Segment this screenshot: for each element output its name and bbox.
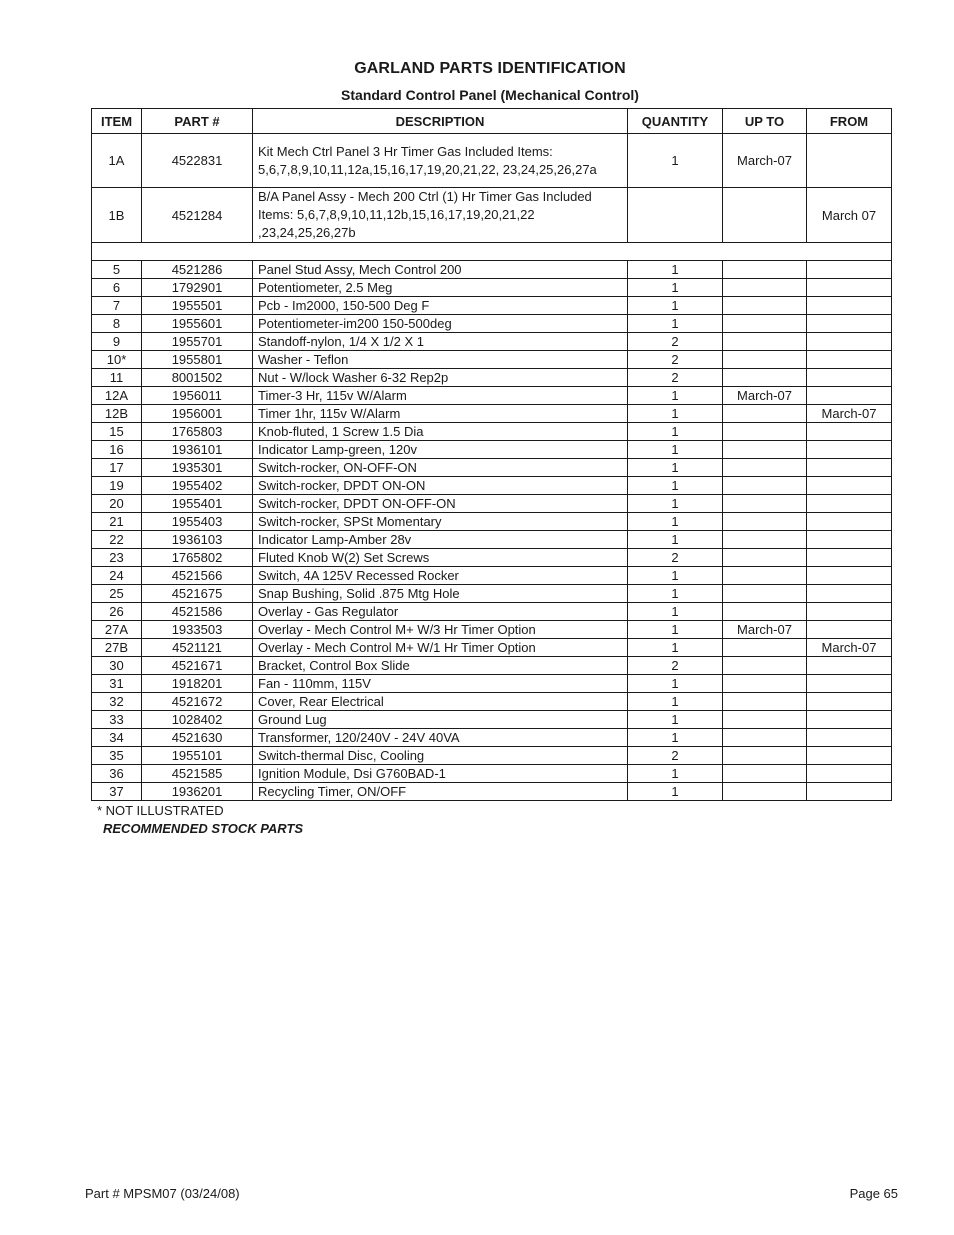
cell-from xyxy=(807,387,892,405)
cell-description: Fan - 110mm, 115V xyxy=(253,675,628,693)
cell-up-to xyxy=(723,549,807,567)
cell-quantity: 1 xyxy=(628,711,723,729)
cell-description: Switch-thermal Disc, Cooling xyxy=(253,747,628,765)
table-row xyxy=(92,567,892,585)
cell-description: Switch, 4A 125V Recessed Rocker xyxy=(253,567,628,585)
table-row xyxy=(92,261,892,279)
cell-quantity: 1 xyxy=(628,585,723,603)
cell-item: 36 xyxy=(92,765,142,783)
cell-quantity: 1 xyxy=(628,675,723,693)
cell-item: 15 xyxy=(92,423,142,441)
cell-up-to xyxy=(723,675,807,693)
cell-part: 1955402 xyxy=(142,477,253,495)
col-header-from: FROM xyxy=(807,109,892,134)
cell-from xyxy=(807,765,892,783)
cell-item: 20 xyxy=(92,495,142,513)
cell-up-to xyxy=(723,315,807,333)
cell-quantity: 1 xyxy=(628,405,723,423)
cell-item: 34 xyxy=(92,729,142,747)
cell-from xyxy=(807,783,892,801)
cell-from: March-07 xyxy=(807,639,892,657)
cell-from xyxy=(807,315,892,333)
cell-from xyxy=(807,585,892,603)
cell-item: 16 xyxy=(92,441,142,459)
cell-item: 23 xyxy=(92,549,142,567)
cell-part: 1936101 xyxy=(142,441,253,459)
cell-description: Standoff-nylon, 1/4 X 1/2 X 1 xyxy=(253,333,628,351)
cell-quantity: 1 xyxy=(628,567,723,585)
table-row xyxy=(92,531,892,549)
cell-part: 1765802 xyxy=(142,549,253,567)
table-row xyxy=(92,188,892,243)
table-row xyxy=(92,279,892,297)
cell-quantity xyxy=(628,188,723,243)
cell-part: 1955401 xyxy=(142,495,253,513)
table-header-row xyxy=(92,109,892,134)
cell-up-to xyxy=(723,279,807,297)
cell-up-to xyxy=(723,477,807,495)
cell-from xyxy=(807,549,892,567)
cell-from xyxy=(807,567,892,585)
cell-quantity: 1 xyxy=(628,729,723,747)
cell-up-to xyxy=(723,441,807,459)
recommended-stock-note: RECOMMENDED STOCK PARTS xyxy=(103,821,304,836)
cell-up-to xyxy=(723,423,807,441)
cell-quantity: 1 xyxy=(628,134,723,188)
footer-part-number: Part # MPSM07 (03/24/08) xyxy=(85,1186,240,1201)
table-row xyxy=(92,351,892,369)
cell-item: 21 xyxy=(92,513,142,531)
cell-description: Overlay - Mech Control M+ W/3 Hr Timer Option xyxy=(253,621,628,639)
table-row xyxy=(92,693,892,711)
cell-quantity: 1 xyxy=(628,513,723,531)
cell-description: Potentiometer, 2.5 Meg xyxy=(253,279,628,297)
cell-from xyxy=(807,351,892,369)
cell-item: 26 xyxy=(92,603,142,621)
cell-part: 4521671 xyxy=(142,657,253,675)
table-row xyxy=(92,387,892,405)
cell-part: 1956001 xyxy=(142,405,253,423)
cell-quantity: 1 xyxy=(628,639,723,657)
cell-part: 1936103 xyxy=(142,531,253,549)
cell-part: 4521675 xyxy=(142,585,253,603)
cell-quantity: 1 xyxy=(628,315,723,333)
col-header-description: DESCRIPTION xyxy=(253,109,628,134)
cell-item: 17 xyxy=(92,459,142,477)
cell-description: Nut - W/lock Washer 6-32 Rep2p xyxy=(253,369,628,387)
cell-up-to xyxy=(723,639,807,657)
cell-description: Fluted Knob W(2) Set Screws xyxy=(253,549,628,567)
cell-part: 1765803 xyxy=(142,423,253,441)
table-row xyxy=(92,729,892,747)
cell-up-to xyxy=(723,747,807,765)
table-row xyxy=(92,783,892,801)
cell-from xyxy=(807,693,892,711)
cell-up-to xyxy=(723,261,807,279)
cell-up-to xyxy=(723,513,807,531)
cell-from xyxy=(807,657,892,675)
cell-description: Switch-rocker, ON-OFF-ON xyxy=(253,459,628,477)
cell-part: 4521672 xyxy=(142,693,253,711)
cell-part: 4521121 xyxy=(142,639,253,657)
cell-description: Indicator Lamp-Amber 28v xyxy=(253,531,628,549)
cell-from xyxy=(807,747,892,765)
cell-quantity: 1 xyxy=(628,387,723,405)
cell-description: Bracket, Control Box Slide xyxy=(253,657,628,675)
cell-quantity: 1 xyxy=(628,603,723,621)
cell-up-to xyxy=(723,333,807,351)
cell-quantity: 2 xyxy=(628,549,723,567)
table-row xyxy=(92,639,892,657)
cell-description: Overlay - Mech Control M+ W/1 Hr Timer Option xyxy=(253,639,628,657)
cell-quantity: 1 xyxy=(628,495,723,513)
cell-description: Ground Lug xyxy=(253,711,628,729)
cell-item: 6 xyxy=(92,279,142,297)
table-row xyxy=(92,675,892,693)
cell-from xyxy=(807,134,892,188)
cell-quantity: 1 xyxy=(628,261,723,279)
cell-description: Timer-3 Hr, 115v W/Alarm xyxy=(253,387,628,405)
blank-separator-row xyxy=(92,243,892,261)
table-row xyxy=(92,477,892,495)
cell-from xyxy=(807,531,892,549)
table-row xyxy=(92,657,892,675)
cell-item: 9 xyxy=(92,333,142,351)
table-row xyxy=(92,603,892,621)
cell-part: 1955403 xyxy=(142,513,253,531)
page-title: GARLAND PARTS IDENTIFICATION xyxy=(354,60,626,77)
cell-part: 4521286 xyxy=(142,261,253,279)
table-row xyxy=(92,297,892,315)
cell-part: 1935301 xyxy=(142,459,253,477)
cell-quantity: 1 xyxy=(628,297,723,315)
table-row xyxy=(92,369,892,387)
cell-part: 1956011 xyxy=(142,387,253,405)
cell-part: 1955601 xyxy=(142,315,253,333)
cell-description: Knob-fluted, 1 Screw 1.5 Dia xyxy=(253,423,628,441)
table-row xyxy=(92,585,892,603)
cell-up-to xyxy=(723,369,807,387)
not-illustrated-note: * NOT ILLUSTRATED xyxy=(97,803,224,818)
cell-from xyxy=(807,729,892,747)
table-row xyxy=(92,423,892,441)
cell-description: Timer 1hr, 115v W/Alarm xyxy=(253,405,628,423)
cell-item: 7 xyxy=(92,297,142,315)
cell-from xyxy=(807,675,892,693)
cell-quantity: 1 xyxy=(628,459,723,477)
cell-description: Overlay - Gas Regulator xyxy=(253,603,628,621)
table-row xyxy=(92,495,892,513)
cell-up-to: March-07 xyxy=(723,134,807,188)
cell-part: 4521566 xyxy=(142,567,253,585)
table-subtitle: Standard Control Panel (Mechanical Control) xyxy=(341,87,639,103)
cell-description: Kit Mech Ctrl Panel 3 Hr Timer Gas Included Items: 5,6,7,8,9,10,11,12a,15,16,17,19,20,21,22, 23,24,25,26,27a xyxy=(253,134,628,188)
cell-up-to xyxy=(723,783,807,801)
cell-from: March-07 xyxy=(807,405,892,423)
cell-item: 35 xyxy=(92,747,142,765)
cell-quantity: 1 xyxy=(628,279,723,297)
parts-table xyxy=(91,108,892,801)
cell-description: Cover, Rear Electrical xyxy=(253,693,628,711)
cell-part: 8001502 xyxy=(142,369,253,387)
cell-description: Potentiometer-im200 150-500deg xyxy=(253,315,628,333)
cell-up-to xyxy=(723,297,807,315)
cell-quantity: 1 xyxy=(628,477,723,495)
cell-item: 12A xyxy=(92,387,142,405)
cell-item: 5 xyxy=(92,261,142,279)
cell-item: 1B xyxy=(92,188,142,243)
cell-quantity: 1 xyxy=(628,441,723,459)
cell-part: 1936201 xyxy=(142,783,253,801)
table-row xyxy=(92,747,892,765)
cell-up-to xyxy=(723,585,807,603)
cell-part: 1792901 xyxy=(142,279,253,297)
cell-item: 27A xyxy=(92,621,142,639)
cell-item: 31 xyxy=(92,675,142,693)
table-row xyxy=(92,549,892,567)
cell-up-to: March-07 xyxy=(723,621,807,639)
cell-quantity: 1 xyxy=(628,783,723,801)
cell-description: Recycling Timer, ON/OFF xyxy=(253,783,628,801)
cell-from xyxy=(807,297,892,315)
cell-up-to xyxy=(723,603,807,621)
cell-item: 30 xyxy=(92,657,142,675)
cell-item: 22 xyxy=(92,531,142,549)
cell-item: 12B xyxy=(92,405,142,423)
cell-item: 32 xyxy=(92,693,142,711)
cell-description: Snap Bushing, Solid .875 Mtg Hole xyxy=(253,585,628,603)
cell-quantity: 2 xyxy=(628,657,723,675)
cell-up-to xyxy=(723,188,807,243)
cell-from: March 07 xyxy=(807,188,892,243)
cell-up-to xyxy=(723,531,807,549)
cell-part: 1028402 xyxy=(142,711,253,729)
table-body xyxy=(92,134,892,801)
col-header-item: ITEM xyxy=(92,109,142,134)
cell-part: 4521630 xyxy=(142,729,253,747)
cell-up-to xyxy=(723,567,807,585)
cell-up-to xyxy=(723,495,807,513)
cell-from xyxy=(807,621,892,639)
cell-quantity: 2 xyxy=(628,333,723,351)
table-row xyxy=(92,405,892,423)
cell-item: 11 xyxy=(92,369,142,387)
cell-up-to xyxy=(723,657,807,675)
col-header-up-to: UP TO xyxy=(723,109,807,134)
cell-up-to xyxy=(723,711,807,729)
cell-item: 33 xyxy=(92,711,142,729)
cell-quantity: 1 xyxy=(628,621,723,639)
cell-from xyxy=(807,441,892,459)
table-row xyxy=(92,315,892,333)
cell-quantity: 1 xyxy=(628,423,723,441)
cell-quantity: 2 xyxy=(628,351,723,369)
cell-part: 1955701 xyxy=(142,333,253,351)
cell-item: 27B xyxy=(92,639,142,657)
table-row xyxy=(92,134,892,188)
cell-up-to xyxy=(723,729,807,747)
cell-from xyxy=(807,603,892,621)
cell-item: 10* xyxy=(92,351,142,369)
cell-from xyxy=(807,279,892,297)
cell-part: 1918201 xyxy=(142,675,253,693)
cell-quantity: 2 xyxy=(628,747,723,765)
cell-part: 4521284 xyxy=(142,188,253,243)
cell-description: Ignition Module, Dsi G760BAD-1 xyxy=(253,765,628,783)
cell-up-to xyxy=(723,405,807,423)
cell-quantity: 2 xyxy=(628,369,723,387)
cell-description: Washer - Teflon xyxy=(253,351,628,369)
cell-description: Transformer, 120/240V - 24V 40VA xyxy=(253,729,628,747)
cell-from xyxy=(807,423,892,441)
cell-up-to: March-07 xyxy=(723,387,807,405)
cell-item: 37 xyxy=(92,783,142,801)
cell-from xyxy=(807,495,892,513)
table-row xyxy=(92,513,892,531)
cell-up-to xyxy=(723,693,807,711)
cell-from xyxy=(807,711,892,729)
table-row xyxy=(92,459,892,477)
cell-part: 1955101 xyxy=(142,747,253,765)
cell-description: Pcb - Im2000, 150-500 Deg F xyxy=(253,297,628,315)
col-header-part: PART # xyxy=(142,109,253,134)
cell-part: 1933503 xyxy=(142,621,253,639)
cell-quantity: 1 xyxy=(628,765,723,783)
cell-item: 24 xyxy=(92,567,142,585)
cell-from xyxy=(807,261,892,279)
cell-from xyxy=(807,477,892,495)
cell-item: 25 xyxy=(92,585,142,603)
blank-cell xyxy=(92,243,892,261)
cell-description: Switch-rocker, DPDT ON-OFF-ON xyxy=(253,495,628,513)
cell-description: B/A Panel Assy - Mech 200 Ctrl (1) Hr Timer Gas Included Items: 5,6,7,8,9,10,11,12b,15,16,17,19,20,21,22 ,23,24,25,26,27b xyxy=(253,188,628,243)
table-row xyxy=(92,711,892,729)
cell-up-to xyxy=(723,459,807,477)
cell-part: 4522831 xyxy=(142,134,253,188)
table-row xyxy=(92,621,892,639)
cell-from xyxy=(807,369,892,387)
cell-description: Switch-rocker, DPDT ON-ON xyxy=(253,477,628,495)
cell-from xyxy=(807,459,892,477)
table-row xyxy=(92,333,892,351)
cell-from xyxy=(807,513,892,531)
cell-item: 19 xyxy=(92,477,142,495)
cell-quantity: 1 xyxy=(628,531,723,549)
cell-item: 1A xyxy=(92,134,142,188)
cell-quantity: 1 xyxy=(628,693,723,711)
cell-description: Panel Stud Assy, Mech Control 200 xyxy=(253,261,628,279)
footer-page-number: Page 65 xyxy=(849,1186,898,1201)
cell-part: 4521585 xyxy=(142,765,253,783)
table-row xyxy=(92,765,892,783)
col-header-quantity: QUANTITY xyxy=(628,109,723,134)
cell-description: Switch-rocker, SPSt Momentary xyxy=(253,513,628,531)
cell-from xyxy=(807,333,892,351)
cell-up-to xyxy=(723,351,807,369)
cell-description: Indicator Lamp-green, 120v xyxy=(253,441,628,459)
table-row xyxy=(92,441,892,459)
cell-part: 1955801 xyxy=(142,351,253,369)
cell-part: 4521586 xyxy=(142,603,253,621)
cell-item: 8 xyxy=(92,315,142,333)
cell-up-to xyxy=(723,765,807,783)
cell-part: 1955501 xyxy=(142,297,253,315)
